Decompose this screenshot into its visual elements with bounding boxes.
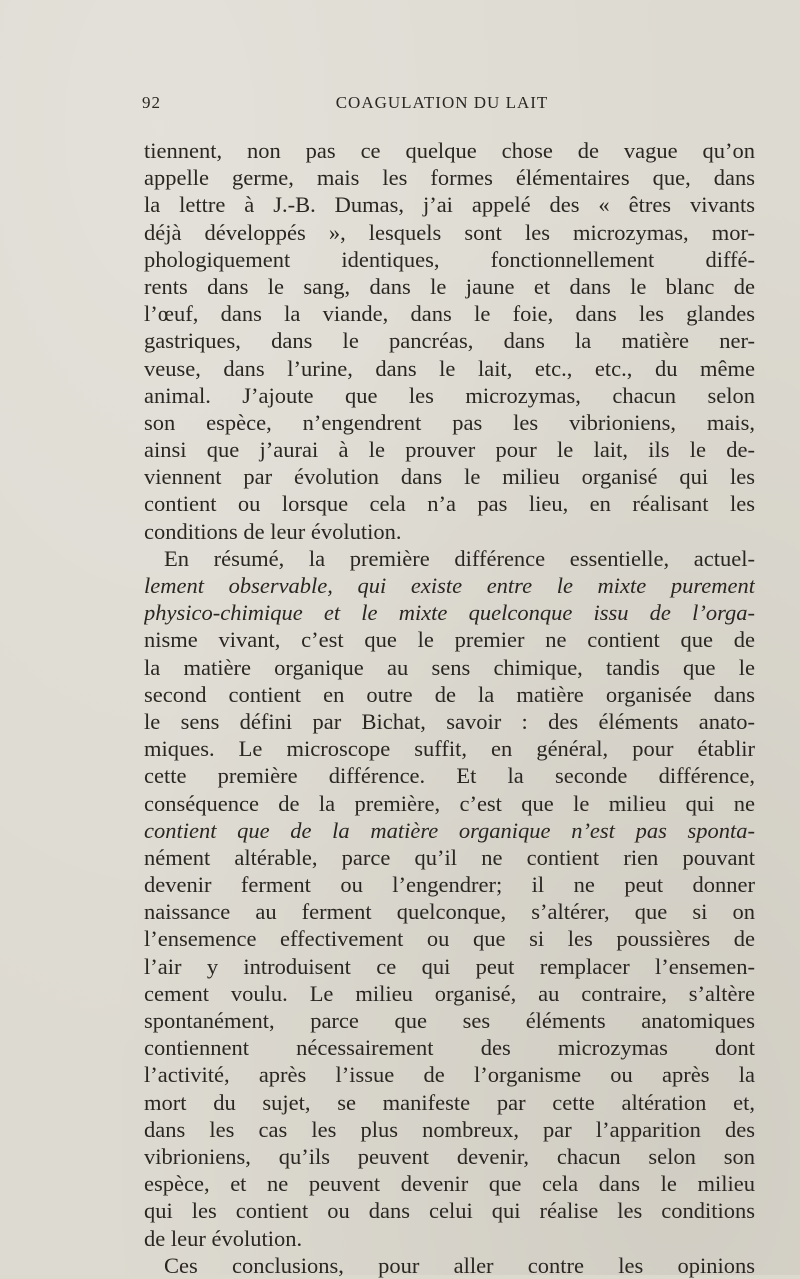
text-line: animal. J’ajoute que les microzymas, chacun selon (144, 382, 755, 408)
paragraph-end-line: de leur évolution. (144, 1225, 303, 1251)
text-line: viennent par évolution dans le milieu organisé qui les (144, 464, 755, 490)
text-line: devenir ferment ou l’engendrer; il ne peut donner (144, 872, 755, 898)
text-line: qui les contient ou dans celui qui réalise les conditions (144, 1198, 755, 1224)
text-line: la matière organique au sens chimique, tandis que le (144, 654, 755, 680)
text-line: lement observable, qui existe entre le mixte purement (144, 573, 755, 598)
text-line: l’air y introduisent ce qui peut remplacer l’ensemen- (144, 953, 755, 979)
text-line: naissance au ferment quelconque, s’altérer, que si on (144, 899, 755, 925)
paragraph-start-line: En résumé, la première différence essentielle, actuel- (164, 545, 755, 571)
text-line: spontanément, parce que ses éléments anatomiques (144, 1008, 755, 1033)
page-header (142, 93, 762, 117)
text-line: nisme vivant, c’est que le premier ne contient que de (144, 627, 755, 653)
text-line: cette première différence. Et la seconde différence, (144, 763, 755, 789)
text-line: gastriques, dans le pancréas, dans la matière ner- (144, 328, 755, 354)
text-line: nément altérable, parce qu’il ne contient rien pouvant (144, 844, 755, 870)
text-line: miques. Le microscope suffit, en général, pour établir (144, 736, 755, 762)
text-line: l’activité, après l’issue de l’organisme ou après la (144, 1062, 755, 1088)
text-line: son espèce, n’engendrent pas les vibrioniens, mais, (144, 409, 755, 435)
text-line: ainsi que j’aurai à le prouver pour le lait, ils le de- (144, 437, 755, 463)
text-line: phologiquement identiques, fonctionnellement diffé- (144, 246, 755, 272)
text-line: espèce, et ne peuvent devenir que cela dans le milieu (144, 1171, 755, 1197)
running-title: COAGULATION DU LAIT (335, 93, 549, 112)
text-line: le sens défini par Bichat, savoir : des éléments anato- (144, 708, 755, 734)
text-line: la lettre à J.-B. Dumas, j’ai appelé des « êtres vivants (144, 192, 755, 218)
text-line: contient ou lorsque cela n’a pas lieu, en réalisant les (144, 491, 755, 517)
text-line: contiennent nécessairement des microzymas dont (144, 1035, 755, 1061)
paragraph-end-line: conditions de leur évolution. (144, 518, 402, 544)
paragraph-start-line: Ces conclusions, pour aller contre les opinions (164, 1252, 755, 1278)
text-line: physico-chimique et le mixte quelconque issu de l’orga- (144, 600, 755, 626)
text-line: vibrioniens, qu’ils peuvent devenir, chacun selon son (144, 1143, 755, 1169)
text-line: l’œuf, dans la viande, dans le foie, dans les glandes (144, 301, 755, 327)
text-line: dans les cas les plus nombreux, par l’apparition des (144, 1116, 755, 1142)
text-line: l’ensemence effectivement ou que si les poussières de (144, 926, 755, 952)
page-number: 92 (142, 93, 161, 112)
text-line: rents dans le sang, dans le jaune et dans le blanc de (144, 273, 755, 299)
text-line: cement voulu. Le milieu organisé, au contraire, s’altère (144, 980, 755, 1006)
text-line: contient que de la matière organique n’est pas sponta- (144, 817, 755, 843)
text-line: conséquence de la première, c’est que le milieu qui ne (144, 790, 755, 816)
text-line: déjà développés », lesquels sont les microzymas, mor- (144, 219, 755, 245)
text-line: tiennent, non pas ce quelque chose de vague qu’on (144, 138, 755, 163)
body-text (144, 137, 755, 1279)
text-line: mort du sujet, se manifeste par cette altération et, (144, 1089, 755, 1115)
text-line: veuse, dans l’urine, dans le lait, etc., etc., du même (144, 355, 755, 381)
text-line: appelle germe, mais les formes élémentaires que, dans (144, 165, 755, 191)
text-line: second contient en outre de la matière organisée dans (144, 681, 755, 707)
